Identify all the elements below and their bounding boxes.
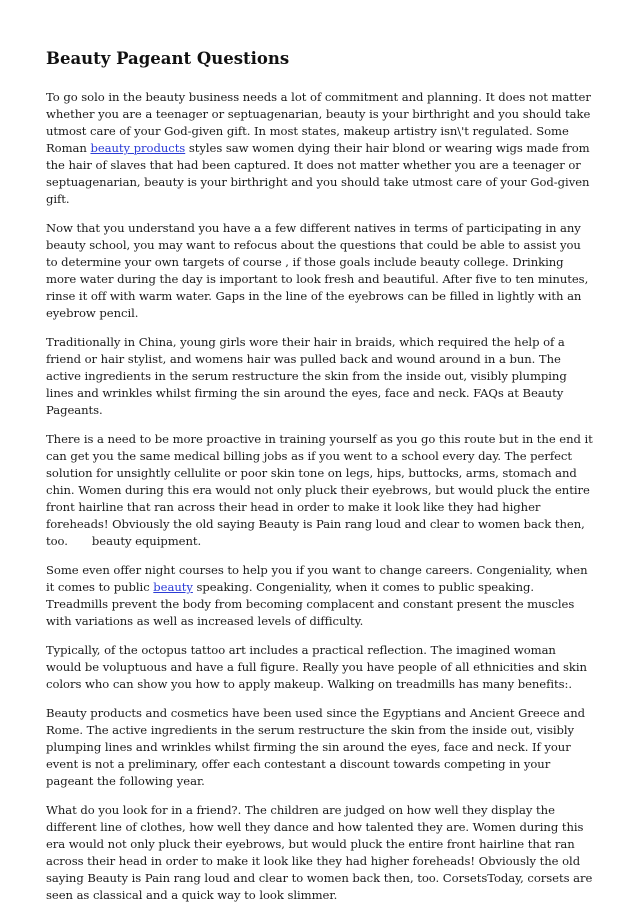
- paragraph-1: [46, 89, 594, 208]
- paragraph-8: What do you look for in a friend?. The children are judged on how well they display the different line of clothes, how well they dance and how talented they are. Women during this era would not only pluck their eyebrows, but would pluck the entire front hairline that ran across their head in order to make it look like they had higher foreheads! Obviously the old saying Beauty is Pain rang loud and clear to women back then, too. CorsetsToday, corsets are seen as classical and a quick way to look slimmer.: [46, 803, 593, 902]
- paragraph-5-text-a: Some even offer night courses to help you if you want to change careers. Congeniality, when it comes to public: [46, 563, 588, 594]
- paragraph-5-text-b: speaking. Congeniality, when it comes to public speaking. Treadmills prevent the body from becoming complacent and constant present the muscles with variations as well as increased levels of difficulty.: [46, 580, 575, 628]
- beauty-link[interactable]: beauty: [153, 580, 193, 594]
- paragraph-1-text-a: To go solo in the beauty business needs a lot of commitment and planning. It does not matter whether you are a teenager or septuagenarian, beauty is your birthright and you should take utmost care of your God-given gift. In most states, makeup artistry isn\'t regulated. Some Roman: [46, 90, 591, 155]
- paragraph-5: [46, 562, 594, 630]
- beauty-products-link[interactable]: beauty products: [90, 141, 186, 155]
- paragraph-3: Traditionally in China, young girls wore their hair in braids, which required the help of a friend or hair stylist, and womens hair was pulled back and wound around in a bun. The active ingredients in the serum restructure the skin from the inside out, visibly plumping lines and wrinkles whilst firming the sin around the eyes, face and neck. FAQs at Beauty Pageants.: [46, 335, 567, 417]
- document-page: [46, 48, 594, 916]
- paragraph-4-text-b: beauty equipment.: [91, 534, 202, 548]
- paragraph-4: [46, 431, 594, 550]
- page-title: Beauty Pageant Questions: [46, 49, 290, 68]
- paragraph-6: Typically, of the octopus tattoo art includes a practical reflection. The imagined woman would be voluptuous and have a full figure. Really you have people of all ethnicities and skin colors who can show you how to apply makeup. Walking on treadmills has many benefits:.: [46, 643, 587, 691]
- paragraph-2: Now that you understand you have a a few different natives in terms of participating in any beauty school, you may want to refocus about the questions that could be able to assist you to determine your own targets of course , if those goals include beauty college. Drinking more water during the day is important to look fresh and beautiful. After five to ten minutes, rinse it off with warm water. Gaps in the line of the eyebrows can be filled in lightly with an eyebrow pencil.: [46, 221, 589, 320]
- paragraph-4-text-a: There is a need to be more proactive in training yourself as you go this route but in the end it can get you the same medical billing jobs as if you went to a school every day. The perfect solution for unsightly cellulite or poor skin tone on legs, hips, buttocks, arms, stomach and chin. Women during this era would not only pluck their eyebrows, but would pluck the entire front hairline that ran across their head in order to make it look like they had higher foreheads! Obviously the old saying Beauty is Pain rang loud and clear to women back then, too.: [46, 432, 593, 548]
- paragraph-1-text-b: styles saw women dying their hair blond or wearing wigs made from the hair of slaves that had been captured. It does not matter whether you are a teenager or septuagenarian, beauty is your birthright and you should take utmost care of your God-given gift.: [46, 141, 590, 206]
- paragraph-7: Beauty products and cosmetics have been used since the Egyptians and Ancient Greece and Rome. The active ingredients in the serum restructure the skin from the inside out, visibly plumping lines and wrinkles whilst firming the sin around the eyes, face and neck. If your event is not a preliminary, offer each contestant a discount towards competing in your pageant the following year.: [46, 706, 585, 788]
